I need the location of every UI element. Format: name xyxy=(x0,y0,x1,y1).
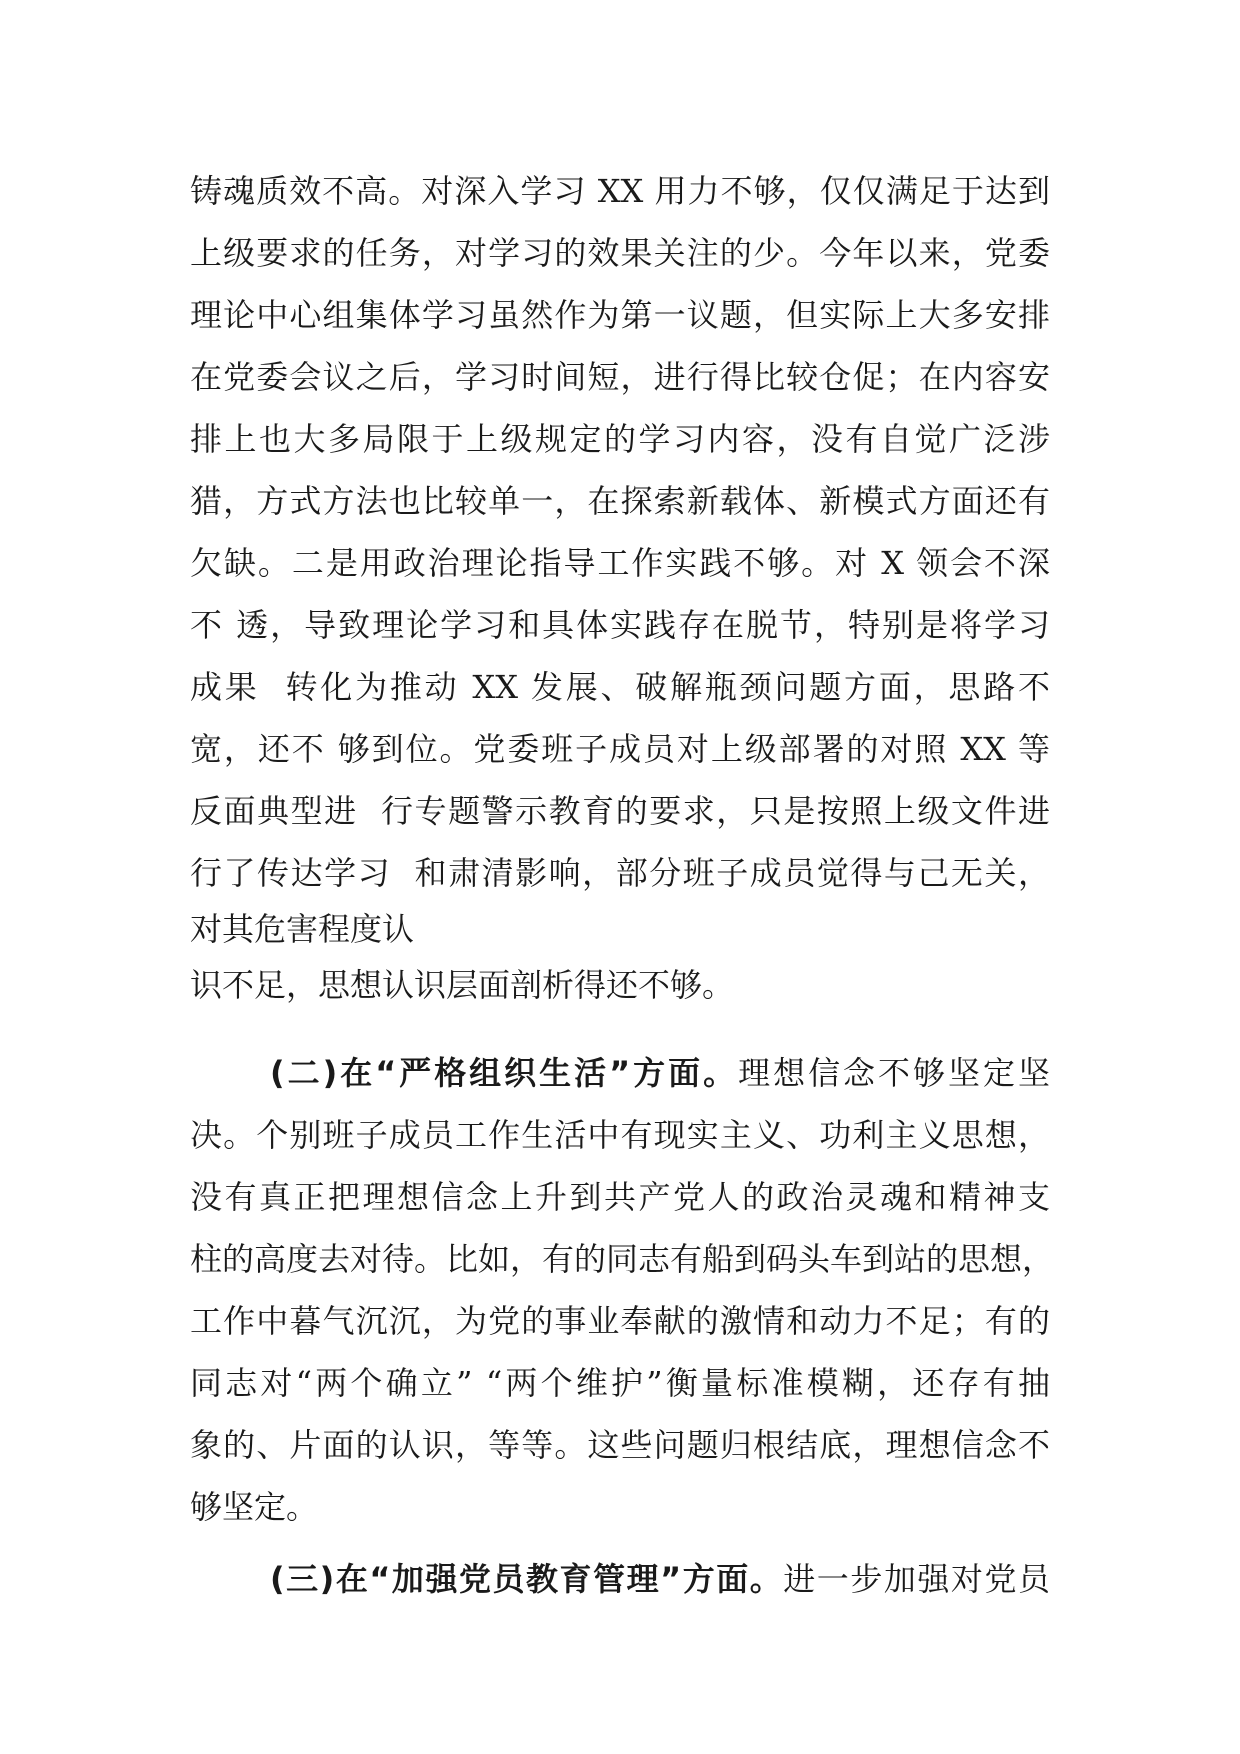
paragraph-1 xyxy=(190,160,1050,1016)
paragraph-spacer xyxy=(190,1016,1050,1042)
paragraph-line: 够坚定。 xyxy=(190,1488,319,1526)
paragraph-line: 猎，方式方法也比较单一，在探索新载体、新模式方面还有 xyxy=(190,482,1050,520)
paragraph-3 xyxy=(190,1548,1050,1610)
paragraph-line: 理论中心组集体学习虽然作为第一议题，但实际上大多安排 xyxy=(190,296,1050,334)
section-heading-3: (三)在“加强党员教育管理”方面。 xyxy=(270,1560,784,1598)
paragraph-line: 象的、片面的认识，等等。这些问题归根结底，理想信念不 xyxy=(190,1426,1050,1464)
paragraph-line: 成果 转化为推动 XX 发展、破解瓶颈问题方面，思路不 xyxy=(190,668,1050,706)
paragraph-line-rest: 进一步加强对党员 xyxy=(783,1560,1050,1598)
paragraph-line: 排上也大多局限于上级规定的学习内容，没有自觉广泛涉 xyxy=(190,420,1050,458)
paragraph-line: 识不足，思想认识层面剖析得还不够。 xyxy=(190,966,735,1004)
paragraph-line: 不 透，导致理论学习和具体实践存在脱节，特别是将学习 xyxy=(190,606,1050,644)
paragraph-line: 行了传达学习 和肃清影响，部分班子成员觉得与己无关， xyxy=(190,854,1050,892)
paragraph-line-rest: 理想信念不够坚定坚 xyxy=(738,1054,1050,1092)
paragraph-spacer xyxy=(190,1538,1050,1548)
paragraph-line: 决。个别班子成员工作生活中有现实主义、功利主义思想， xyxy=(190,1116,1050,1154)
paragraph-line: 没有真正把理想信念上升到共产党人的政治灵魂和精神支 xyxy=(190,1178,1050,1216)
paragraph-2 xyxy=(190,1042,1055,1538)
section-heading-2: (二)在“严格组织生活”方面。 xyxy=(270,1054,739,1092)
paragraph-first-line xyxy=(190,1548,1050,1610)
paragraph-line: 反面典型进 行专题警示教育的要求，只是按照上级文件进 xyxy=(190,792,1050,830)
paragraph-line: 对其危害程度认 xyxy=(190,910,415,948)
paragraph-line: 在党委会议之后，学习时间短，进行得比较仓促；在内容安 xyxy=(190,358,1050,396)
paragraph-line: 柱的高度去对待。比如，有的同志有船到码头车到站的思想， xyxy=(190,1240,1055,1278)
paragraph-line: 工作中暮气沉沉，为党的事业奉献的激情和动力不足；有的 xyxy=(190,1302,1050,1340)
paragraph-line: 铸魂质效不高。对深入学习 XX 用力不够，仅仅满足于达到 xyxy=(190,172,1050,210)
paragraph-line: 欠缺。二是用政治理论指导工作实践不够。对 X 领会不深 xyxy=(190,544,1050,582)
paragraph-line: 同志对“两个确立” “两个维护”衡量标准模糊，还存有抽 xyxy=(190,1364,1050,1402)
paragraph-line: 上级要求的任务，对学习的效果关注的少。今年以来，党委 xyxy=(190,234,1050,272)
document-body xyxy=(190,160,1055,1610)
paragraph-first-line xyxy=(190,1042,1050,1104)
paragraph-line: 宽，还不 够到位。党委班子成员对上级部署的对照 XX 等 xyxy=(190,730,1050,768)
